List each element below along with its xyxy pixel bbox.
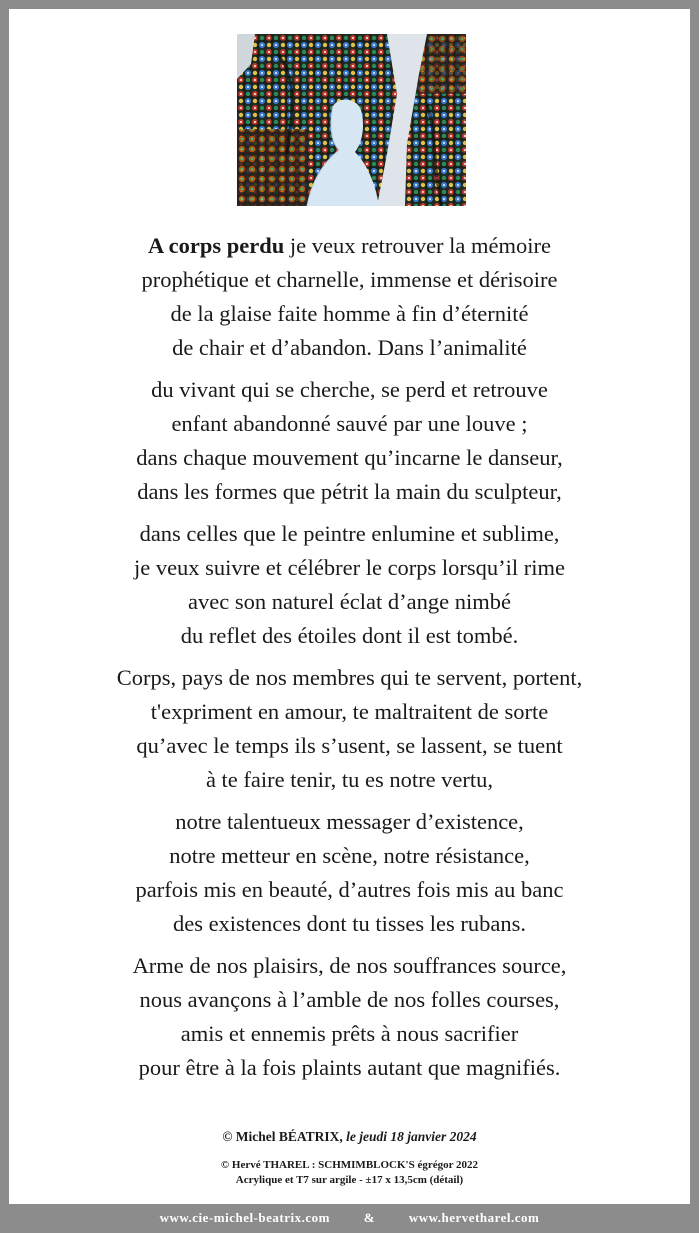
stanza-6 <box>9 949 690 1085</box>
poem-line: avec son naturel éclat d’ange nimbé <box>188 589 511 614</box>
poem-line: Corps, pays de nos membres qui te servent, portent, <box>116 665 583 690</box>
poem-line: qu’avec le temps ils s’usent, se lassent, se tuent <box>136 733 563 758</box>
artwork-credit <box>9 1158 690 1188</box>
stanza-5 <box>9 805 690 941</box>
poem-line: amis et ennemis prêts à nous sacrifier <box>180 1021 519 1046</box>
stanza-4 <box>9 661 690 797</box>
artwork-image <box>237 34 466 206</box>
poem-line: prophétique et charnelle, immense et dérisoire <box>141 267 558 292</box>
footer-link-cie-michel-beatrix[interactable]: www.cie-michel-beatrix.com <box>159 1210 330 1225</box>
poem-line: je veux suivre et célébrer le corps lorsqu’il rime <box>133 555 566 580</box>
poem-line: t'expriment en amour, te maltraitent de sorte <box>150 699 549 724</box>
poem-line: de la glaise faite homme à fin d’éternité <box>170 301 529 326</box>
poem-line: A corps perdu je veux retrouver la mémoire <box>147 233 552 258</box>
author-date: le jeudi 18 janvier 2024 <box>346 1129 477 1144</box>
poem-text <box>9 229 690 1093</box>
artwork-credit-medium: Acrylique et T7 sur argile - ±17 x 13,5cm (détail) <box>235 1174 464 1186</box>
stanza-1 <box>9 229 690 365</box>
poem-line: du reflet des étoiles dont il est tombé. <box>180 623 519 648</box>
footer-link-hervetharel[interactable]: www.hervetharel.com <box>408 1210 540 1225</box>
poem-line: notre metteur en scène, notre résistance, <box>169 843 530 868</box>
poem-title-bold: A corps perdu <box>147 233 285 258</box>
poem-line: à te faire tenir, tu es notre vertu, <box>205 767 494 792</box>
poem-line: dans celles que le peintre enlumine et sublime, <box>139 521 560 546</box>
poem-line: notre talentueux messager d’existence, <box>175 809 524 834</box>
poem-line: parfois mis en beauté, d’autres fois mis au banc <box>135 877 564 902</box>
poem-line: pour être à la fois plaints autant que magnifiés. <box>138 1055 561 1080</box>
poem-line: de chair et d’abandon. Dans l’animalité <box>172 335 527 360</box>
poem-line: dans les formes que pétrit la main du sculpteur, <box>137 479 562 504</box>
poem-line: dans chaque mouvement qu’incarne le danseur, <box>136 445 563 470</box>
stanza-3 <box>9 517 690 653</box>
poem-line: nous avançons à l’amble de nos folles courses, <box>139 987 560 1012</box>
author-credit: © Michel BÉATRIX, le jeudi 18 janvier 2024 <box>222 1129 477 1144</box>
artwork-credit-title: © Hervé THAREL : SCHMIMBLOCK'S égrégor 2022 <box>220 1159 479 1171</box>
footer-separator: & <box>363 1210 376 1225</box>
poem-line: du vivant qui se cherche, se perd et retrouve <box>151 377 548 402</box>
poem-card <box>9 9 690 1204</box>
poem-line: enfant abandonné sauvé par une louve ; <box>171 411 528 436</box>
stanza-2 <box>9 373 690 509</box>
poem-line: des existences dont tu tisses les rubans. <box>172 911 527 936</box>
poem-line: Arme de nos plaisirs, de nos souffrances source, <box>132 953 567 978</box>
footer-bar <box>0 1204 699 1233</box>
